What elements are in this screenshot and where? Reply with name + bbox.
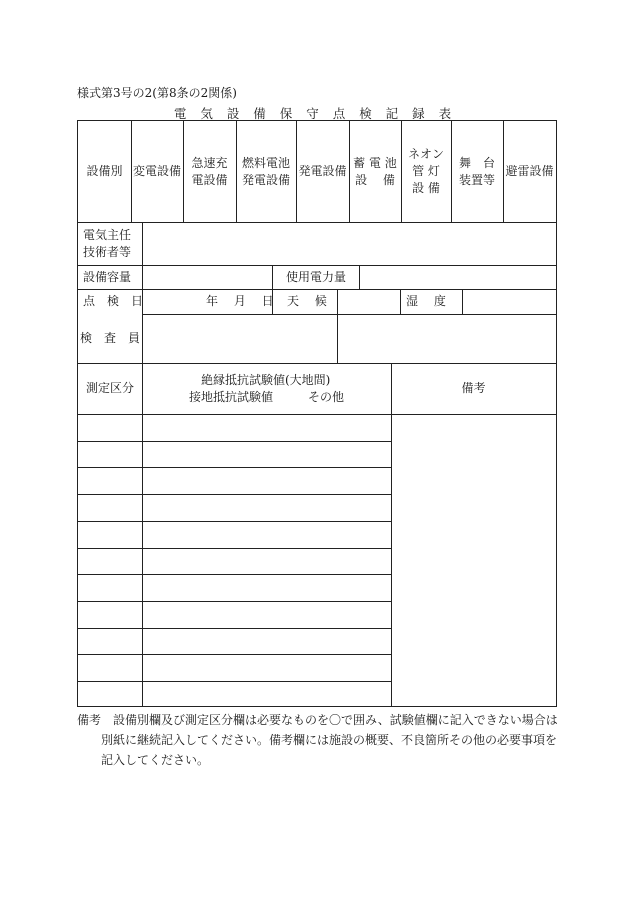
chief-engineer-label: 電気主任 技術者等 (83, 228, 132, 259)
rule-v (359, 265, 360, 289)
header-category: 設備別 (86, 164, 123, 179)
humidity-label: 湿 度 (406, 294, 446, 308)
header-generator: 発電設備 (298, 164, 347, 179)
rule-h (78, 265, 556, 266)
header-lightning-protection: 避雷設備 (505, 164, 554, 179)
rule-h (78, 414, 556, 415)
rule-h (142, 314, 556, 315)
table-row-rule (78, 441, 391, 442)
rule-v (391, 363, 392, 707)
notes-label: 備考 (77, 713, 102, 727)
table-row-rule (78, 574, 391, 575)
notes (77, 710, 567, 770)
rule-v (272, 265, 273, 289)
inspection-date-label: 点 検 日 (83, 294, 144, 308)
date-units: 年 月 日 (206, 294, 274, 308)
other-test-label: その他 (308, 390, 345, 404)
table-row-rule (78, 628, 391, 629)
header-substation: 変電設備 (132, 164, 181, 179)
notes-line: 設備別欄及び測定区分欄は必要なものを〇で囲み、試験値欄に記入できない場合は (113, 713, 558, 727)
form-id: 様式第3号の2(第8条の2関係) (77, 86, 237, 100)
weather-label: 天 候 (287, 294, 327, 308)
header-fast-charger: 急速充 電設備 (191, 155, 228, 187)
header-neon-lamp: ネオン 管 灯 設 備 (407, 147, 444, 195)
header-stage-equipment: 舞 台 装置等 (458, 155, 495, 187)
table-row-rule (78, 521, 391, 522)
table-row-rule (78, 681, 391, 682)
notes-line: 記入してください。 (101, 753, 210, 767)
remarks-header: 備考 (461, 381, 486, 396)
table-row-rule (78, 494, 391, 495)
power-used-label: 使用電力量 (286, 270, 347, 284)
insulation-test-label: 絶縁抵抗試験値(大地間) (201, 373, 331, 387)
header-fuel-cell: 燃料電池 発電設備 (241, 155, 290, 187)
record-table (77, 120, 557, 707)
table-row-rule (78, 601, 391, 602)
measure-category-label: 測定区分 (85, 381, 134, 396)
capacity-label: 設備容量 (83, 270, 132, 284)
rule-v (462, 289, 463, 314)
table-row-rule (78, 548, 391, 549)
table-row-rule (78, 467, 391, 468)
rule-v (337, 289, 338, 363)
inspector-label: 検 査 員 (79, 331, 140, 346)
form-title: 電 気 設 備 保 守 点 検 記 録 表 (173, 106, 457, 121)
notes-line: 別紙に継続記入してください。備考欄には施設の概要、不良箇所その他の必要事項を (101, 733, 558, 747)
rule-v (400, 289, 401, 314)
header-storage-battery: 蓄 電 池 設 備 (353, 155, 397, 187)
table-row-rule (78, 654, 391, 655)
ground-test-label: 接地抵抗試験値 (189, 390, 274, 404)
rule-h (78, 289, 556, 290)
rule-h (78, 222, 556, 223)
